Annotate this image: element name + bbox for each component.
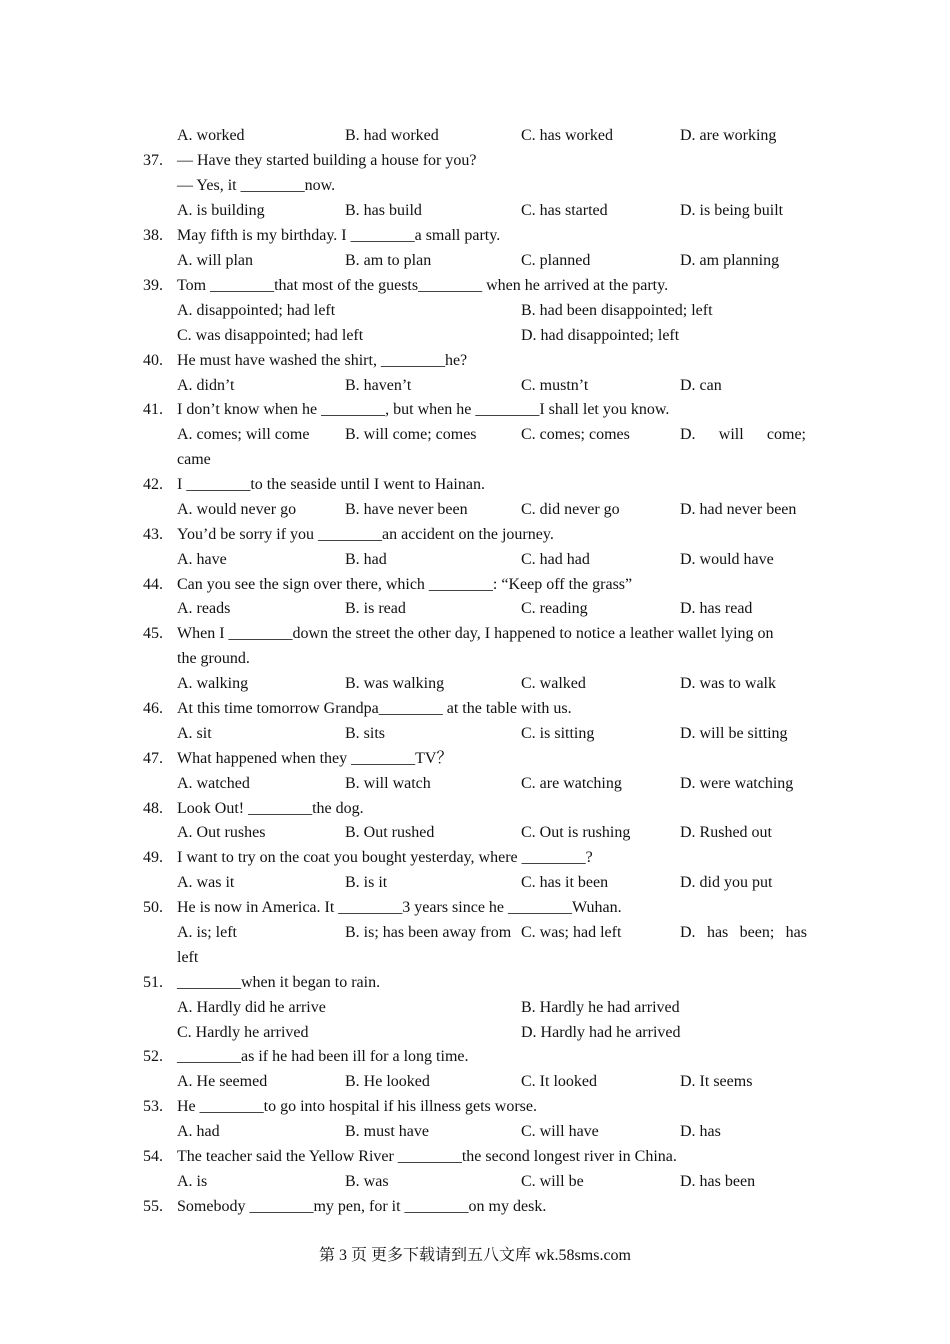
q53-options (0, 1120, 950, 1144)
question-text: He must have washed the shirt, ________he? (177, 352, 468, 369)
option-b: B. has build (345, 202, 422, 219)
option-d-continued: came (177, 451, 211, 468)
option-d: D. would have (680, 551, 774, 568)
option-a: A. comes; will come (177, 426, 310, 443)
q42-options (0, 498, 950, 522)
question-number: 51. (143, 974, 163, 991)
question-text: He ________to go into hospital if his illness gets worse. (177, 1098, 537, 1115)
q48-stem (0, 797, 950, 821)
option-d: D. am planning (680, 252, 780, 269)
option-c: C. will have (521, 1123, 599, 1140)
option-b: B. is it (345, 874, 388, 891)
question-number: 37. (143, 152, 163, 169)
option-a: A. He seemed (177, 1073, 268, 1090)
option-b: B. is; has been away from (345, 924, 512, 941)
q41-option-d-continued (0, 448, 950, 472)
q38-stem (0, 224, 950, 248)
q47-options (0, 772, 950, 796)
option-b: B. haven’t (345, 377, 412, 394)
option-d (680, 423, 806, 447)
option-b: B. will watch (345, 775, 431, 792)
option-b: B. have never been (345, 501, 468, 518)
option-d: D. It seems (680, 1073, 753, 1090)
option-b: B. is read (345, 600, 406, 617)
option-d: D. had disappointed; left (521, 327, 680, 344)
q40-stem (0, 349, 950, 373)
option-d: D. has been (680, 1173, 756, 1190)
option-d: D. will be sitting (680, 725, 788, 742)
option-c: C. had had (521, 551, 590, 568)
option-c: C. has started (521, 202, 608, 219)
q48-options (0, 821, 950, 845)
question-number: 44. (143, 576, 163, 593)
option-c: C. are watching (521, 775, 622, 792)
q49-options (0, 871, 950, 895)
option-c: C. Out is rushing (521, 824, 631, 841)
option-b: B. sits (345, 725, 386, 742)
option-c: C. reading (521, 600, 588, 617)
q50-stem (0, 896, 950, 920)
question-number: 47. (143, 750, 163, 767)
q45-stem (0, 622, 950, 646)
q47-stem (0, 747, 950, 771)
q43-stem (0, 523, 950, 547)
option-a: A. walking (177, 675, 249, 692)
option-a: A. will plan (177, 252, 253, 269)
question-text: At this time tomorrow Grandpa________ at the table with us. (177, 700, 572, 717)
option-a: A. Out rushes (177, 824, 266, 841)
option-c: C. is sitting (521, 725, 595, 742)
question-text: Can you see the sign over there, which ________: “Keep off the grass” (177, 576, 633, 593)
q52-stem (0, 1045, 950, 1069)
option-b: B. Out rushed (345, 824, 435, 841)
question-text: Look Out! ________the dog. (177, 800, 364, 817)
question-text: When I ________down the street the other day, I happened to notice a leather wallet lying on (177, 625, 774, 642)
question-number: 43. (143, 526, 163, 543)
question-text: ________when it began to rain. (177, 974, 381, 991)
option-c: C. did never go (521, 501, 620, 518)
option-b: B. will come; comes (345, 426, 477, 443)
option-a: A. worked (177, 127, 245, 144)
q44-options (0, 597, 950, 621)
question-number: 40. (143, 352, 163, 369)
option-a: A. had (177, 1123, 220, 1140)
question-number: 53. (143, 1098, 163, 1115)
question-number: 55. (143, 1198, 163, 1215)
question-text: I want to try on the coat you bought yesterday, where ________? (177, 849, 593, 866)
question-text: I ________to the seaside until I went to Hainan. (177, 476, 485, 493)
option-d: D. has (680, 1123, 721, 1140)
q45-stem-line2 (0, 647, 950, 671)
question-text: Somebody ________my pen, for it ________on my desk. (177, 1198, 547, 1215)
option-c: C. was; had left (521, 924, 622, 941)
q37-stem (0, 149, 950, 173)
option-a: A. is (177, 1173, 208, 1190)
option-c: C. It looked (521, 1073, 597, 1090)
question-number: 48. (143, 800, 163, 817)
q51-options-row1 (0, 996, 950, 1020)
option-d: D. is being built (680, 202, 784, 219)
option-d: D. are working (680, 127, 777, 144)
option-d: D. can (680, 377, 722, 394)
option-a: A. have (177, 551, 227, 568)
q37-stem-line2 (0, 174, 950, 198)
question-number: 49. (143, 849, 163, 866)
option-c: C. mustn’t (521, 377, 589, 394)
option-a: A. reads (177, 600, 231, 617)
option-d-label: D. (680, 924, 696, 941)
option-d: D. was to walk (680, 675, 776, 692)
option-d: D. has read (680, 600, 753, 617)
q37-options (0, 199, 950, 223)
q54-options (0, 1170, 950, 1194)
option-d (680, 921, 807, 945)
option-c: C. has it been (521, 874, 609, 891)
question-text: Tom ________that most of the guests________ when he arrived at the party. (177, 277, 669, 294)
q39-options-row2 (0, 324, 950, 348)
question-number: 52. (143, 1048, 163, 1065)
option-c: C. walked (521, 675, 586, 692)
question-text: He is now in America. It ________3 years since he ________Wuhan. (177, 899, 622, 916)
option-c: C. comes; comes (521, 426, 630, 443)
question-number: 42. (143, 476, 163, 493)
q50-option-d-continued (0, 946, 950, 970)
q39-stem (0, 274, 950, 298)
q51-options-row2 (0, 1021, 950, 1045)
page-footer: 第 3 页 更多下载请到五八文库 wk.58sms.com (318, 1247, 631, 1264)
question-text: What happened when they ________TV？ (177, 750, 453, 767)
question-number: 50. (143, 899, 163, 916)
option-c: C. planned (521, 252, 591, 269)
option-c: C. was disappointed; had left (177, 327, 364, 344)
option-a: A. watched (177, 775, 250, 792)
option-a: A. was it (177, 874, 235, 891)
question-text: The teacher said the Yellow River ________the second longest river in China. (177, 1148, 677, 1165)
question-number: 38. (143, 227, 163, 244)
option-d-label: D. (680, 426, 696, 443)
question-text: the ground. (177, 650, 250, 667)
q53-stem (0, 1095, 950, 1119)
question-number: 54. (143, 1148, 163, 1165)
q36-options (0, 124, 950, 148)
option-d-word: been; (739, 924, 775, 941)
question-number: 41. (143, 401, 163, 418)
option-c: C. will be (521, 1173, 584, 1190)
option-c: C. has worked (521, 127, 613, 144)
option-d-continued: left (177, 949, 199, 966)
question-text: — Yes, it ________now. (177, 177, 336, 194)
option-a: A. disappointed; had left (177, 302, 336, 319)
option-d: D. Rushed out (680, 824, 772, 841)
option-b: B. had (345, 551, 387, 568)
option-a: A. sit (177, 725, 212, 742)
q41-options (0, 423, 950, 447)
option-d: D. had never been (680, 501, 797, 518)
option-b: B. Hardly he had arrived (521, 999, 680, 1016)
question-text: You’d be sorry if you ________an accident on the journey. (177, 526, 554, 543)
q44-stem (0, 573, 950, 597)
option-c: C. Hardly he arrived (177, 1024, 309, 1041)
q42-stem (0, 473, 950, 497)
q43-options (0, 548, 950, 572)
q38-options (0, 249, 950, 273)
option-b: B. was walking (345, 675, 445, 692)
option-a: A. didn’t (177, 377, 235, 394)
question-text: May fifth is my birthday. I ________a small party. (177, 227, 501, 244)
option-d-word: has (785, 924, 807, 941)
q52-options (0, 1070, 950, 1094)
q51-stem (0, 971, 950, 995)
q41-stem (0, 398, 950, 422)
question-text: I don’t know when he ________, but when he ________I shall let you know. (177, 401, 670, 418)
question-text: — Have they started building a house for you? (177, 152, 477, 169)
option-b: B. must have (345, 1123, 429, 1140)
q40-options (0, 374, 950, 398)
option-b: B. was (345, 1173, 389, 1190)
option-b: B. had been disappointed; left (521, 302, 713, 319)
option-b: B. had worked (345, 127, 439, 144)
q39-options-row1 (0, 299, 950, 323)
question-number: 46. (143, 700, 163, 717)
option-d-word: will (718, 426, 744, 443)
q55-stem (0, 1195, 950, 1219)
question-number: 45. (143, 625, 163, 642)
option-b: B. am to plan (345, 252, 432, 269)
option-d-word: has (706, 924, 729, 941)
option-b: B. He looked (345, 1073, 430, 1090)
option-a: A. is building (177, 202, 265, 219)
q49-stem (0, 846, 950, 870)
option-d: D. Hardly had he arrived (521, 1024, 681, 1041)
q54-stem (0, 1145, 950, 1169)
option-d: D. were watching (680, 775, 794, 792)
question-text: ________as if he had been ill for a long time. (177, 1048, 469, 1065)
option-a: A. is; left (177, 924, 237, 941)
option-d-word: come; (766, 426, 806, 443)
question-number: 39. (143, 277, 163, 294)
option-a: A. Hardly did he arrive (177, 999, 326, 1016)
option-d: D. did you put (680, 874, 773, 891)
q46-stem (0, 697, 950, 721)
q46-options (0, 722, 950, 746)
option-a: A. would never go (177, 501, 297, 518)
q45-options (0, 672, 950, 696)
q50-options (0, 921, 950, 945)
